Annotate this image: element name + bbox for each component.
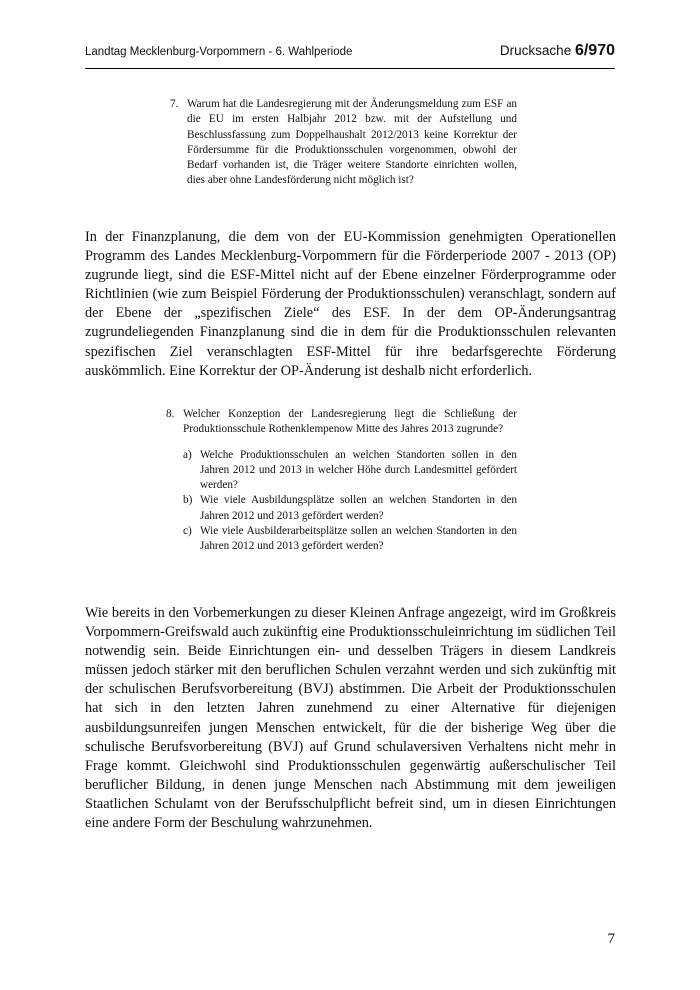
answer-7: In der Finanzplanung, die dem von der EU-Kommission genehmigten Operationellen Programm des Landes Mecklenburg-Vorpommern für die Förderperiode 2007 - 2013 (OP) zugrunde liegt, sind die ESF-Mittel nicht auf der Ebene einzelner Förderprogramme oder Richtlinien (wie zum Beispiel Förderung der Produktionsschulen) veranschlagt, sondern auf der Ebene der „spezifischen Ziele“ des ESF. In der dem OP-Änderungsantrag zugrundeliegenden Finanzplanung sind die in dem für die Produktionsschulen relevanten spezifischen Ziel veranschlagten ESF-Mittel für ihre bedarfsgerechte Förderung auskömmlich. Eine Korrektur der OP-Änderung ist deshalb nicht erforderlich. <box>85 229 616 379</box>
question-7 <box>170 97 517 189</box>
item-a-letter: a) <box>183 448 192 461</box>
question-8-number: 8. <box>166 408 175 420</box>
item-c-text: Wie viele Ausbilderarbeitsplätze sollen an welchen Standorten in den Jahren 2012 und 2013 gefördert werden? <box>200 525 517 553</box>
question-8-item-b <box>183 493 517 524</box>
drucksache-number: 6/970 <box>574 42 615 59</box>
question-7-text: Warum hat die Landesregierung mit der Änderungsmeldung zum ESF an die EU im ersten Halbjahr 2012 bzw. mit der Aufstellung und Beschlussfassung zum Doppelhaushalt 2012/2013 keine Korrektur der Fördersumme für die Produktionsschulen vorgenommen, obwohl der Bedarf vorhanden ist, die Träger weitere Standorte einrichten wollen, dies aber ohne Landesförderung nicht möglich ist? <box>187 98 517 187</box>
header-divider <box>85 68 615 69</box>
drucksache-label <box>500 42 615 60</box>
question-8 <box>166 407 517 555</box>
item-b-text: Wie viele Ausbildungsplätze sollen an welchen Standorten in den Jahren 2012 und 2013 gefördert werden? <box>200 494 517 522</box>
drucksache-text: Drucksache <box>499 43 575 58</box>
question-8-item-a <box>183 448 517 494</box>
item-c-letter: c) <box>183 525 192 538</box>
item-b-letter: b) <box>183 494 193 507</box>
question-8-text: Welcher Konzeption der Landesregierung liegt die Schließung der Produktionsschule Rothenklempenow Mitte des Jahres 2013 zugrunde? <box>183 408 517 436</box>
question-7-number: 7. <box>170 98 179 110</box>
page-number: 7 <box>607 931 615 947</box>
question-8-item-c <box>183 524 517 555</box>
answer-8: Wie bereits in den Vorbemerkungen zu dieser Kleinen Anfrage angezeigt, wird im Großkreis Vorpommern-Greifswald auch zukünftig eine Produktionsschuleinrichtung im südlichen Teil notwendig sein. Beide Einrichtungen ein- und desselben Trägers in diesem Landkreis müssen jedoch stärker mit den beruflichen Schulen verzahnt werden und sich zukünftig mit der schulischen Berufsvorbereitung (BVJ) abstimmen. Die Arbeit der Produktionsschulen hat sich in den letzten Jahren zunehmend zu einer Alternative für diejenigen ausbildungsunreifen jungen Menschen entwickelt, für die der bisherige Weg über die schulische Berufsvorbereitung (BVJ) auf Grund schulaversiven Verhaltens nicht mehr in Frage kommt. Gleichwohl sind Produktionsschulen gegenwärtig außerschulischer Teil beruflicher Bildung, in denen junge Menschen nach Abstimmung mit dem jeweiligen Staatlichen Schulamt von der Berufsschulpflicht befreit sind, um in diesen Einrichtungen eine andere Form der Beschulung wahrzunehmen. <box>85 605 616 832</box>
item-a-text: Welche Produktionsschulen an welchen Standorten sollen in den Jahren 2012 und 2013 in welcher Höhe durch Landesmittel gefördert werden? <box>200 448 517 492</box>
header-parliament-title: Landtag Mecklenburg-Vorpommern - 6. Wahlperiode <box>85 46 353 58</box>
